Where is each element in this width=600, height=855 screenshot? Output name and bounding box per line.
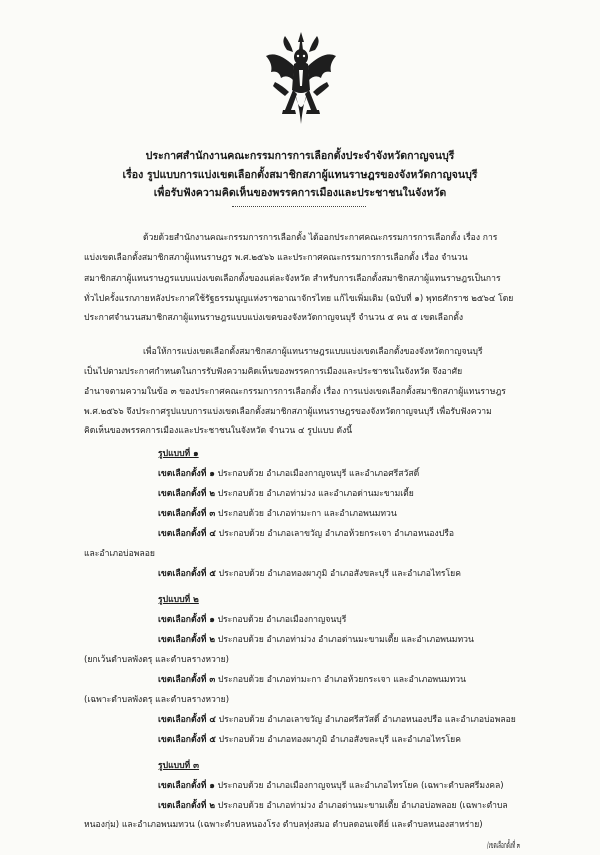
district-label: เขตเลือกตั้งที่ ๑ [158, 781, 215, 791]
district-label: เขตเลือกตั้งที่ ๔ [158, 529, 216, 539]
para2-line: อำนาจตามความในข้อ ๓ ของประกาศคณะกรรมการการเลือกตั้ง เรื่อง การแบ่งเขตเลือกตั้งสมาชิกสภาผู้แทนราษฎร [84, 387, 506, 397]
district-line [158, 468, 419, 480]
district-text: ประกอบด้วย อำเภอเมืองกาญจนบุรี [217, 615, 347, 625]
district-text: ประกอบด้วย อำเภอทองผาภูมิ อำเภอสังขละบุรี และอำเภอไทรโยค [218, 569, 461, 579]
para2-line: เพื่อให้การแบ่งเขตเลือกตั้งสมาชิกสภาผู้แทนราษฎรแบบแบ่งเขตเลือกตั้งของจังหวัดกาญจนบุรี [143, 347, 483, 357]
district-text: ประกอบด้วย อำเภอท่าม่วง และอำเภอด่านมะขามเตี้ย [217, 489, 414, 499]
district-line [158, 568, 461, 580]
district-label: เขตเลือกตั้งที่ ๓ [158, 675, 216, 685]
district-line [158, 614, 346, 626]
district-label: เขตเลือกตั้งที่ ๕ [158, 735, 216, 745]
announcement-title: ประกาศสำนักงานคณะกรรมการการเลือกตั้งประจำจังหวัดกาญจนบุรี [145, 150, 455, 162]
district-text: ประกอบด้วย อำเภอท่ามะกา อำเภอห้วยกระเจา และอำเภอพนมทวน [218, 675, 466, 685]
district-label: เขตเลือกตั้งที่ ๒ [158, 801, 216, 811]
intro-line: สมาชิกสภาผู้แทนราษฎรแบบแบ่งเขตเลือกตั้งของแต่ละจังหวัด สำหรับการเลือกตั้งสมาชิกสภาผู้แทนราษฎรเป็นการ [84, 274, 501, 284]
para2-line: คิดเห็นของพรรคการเมืองและประชาชนในจังหวัด จำนวน ๔ รูปแบบ ดังนี้ [84, 426, 353, 436]
district-label: เขตเลือกตั้งที่ ๑ [158, 469, 215, 479]
announcement-subject: เรื่อง รูปแบบการแบ่งเขตเลือกตั้งสมาชิกสภาผู้แทนราษฎรของจังหวัดกาญจนบุรี [122, 169, 478, 181]
district-label: เขตเลือกตั้งที่ ๕ [158, 569, 216, 579]
district-text: ประกอบด้วย อำเภอเมืองกาญจนบุรี และอำเภอศรีสวัสดิ์ [217, 469, 420, 479]
next-page-note: /เขตเลือกตั้งที่ ๓ [487, 841, 520, 851]
garuda-emblem-icon [263, 30, 339, 130]
intro-line: ด้วยด้วยสำนักงานคณะกรรมการการเลือกตั้ง ได้ออกประกาศคณะกรรมการการเลือกตั้ง เรื่อง การ [143, 233, 498, 243]
district-line [158, 508, 397, 520]
district-text: ประกอบด้วย อำเภอทองผาภูมิ อำเภอสังขละบุรี และอำเภอไทรโยค [218, 735, 461, 745]
district-line [158, 674, 466, 686]
format-2-title: รูปแบบที่ ๒ [158, 595, 199, 605]
para2-line: เป็นไปตามประกาศกำหนดในการรับฟังความคิดเห็นของพรรคการเมืองและประชาชนในจังหวัด จึงอาศัย [84, 367, 463, 377]
district-line [158, 634, 474, 646]
district-label: เขตเลือกตั้งที่ ๔ [158, 715, 216, 725]
district-text: ประกอบด้วย อำเภอท่าม่วง อำเภอด่านมะขามเตี้ย อำเภอบ่อพลอย (เฉพาะตำบล [217, 801, 508, 811]
title-divider [232, 206, 366, 207]
district-label: เขตเลือกตั้งที่ ๑ [158, 615, 215, 625]
district-line [158, 800, 508, 812]
district-line [158, 714, 516, 726]
district-text: ประกอบด้วย อำเภอท่ามะกา และอำเภอพนมทวน [218, 509, 397, 519]
district-label: เขตเลือกตั้งที่ ๒ [158, 635, 216, 645]
district-continuation: (ยกเว้นตำบลพังตรุ และตำบลรางหวาย) [84, 655, 230, 665]
district-line [158, 780, 504, 792]
district-line [158, 528, 454, 540]
district-text: ประกอบด้วย อำเภอเมืองกาญจนบุรี และอำเภอไทรโยค (เฉพาะตำบลศรีมงคล) [217, 781, 504, 791]
format-1-title: รูปแบบที่ ๑ [158, 449, 199, 459]
district-label: เขตเลือกตั้งที่ ๓ [158, 509, 216, 519]
district-text: ประกอบด้วย อำเภอเลาขวัญ อำเภอศรีสวัสดิ์ อำเภอหนองปรือ และอำเภอบ่อพลอย [218, 715, 516, 725]
district-continuation: (เฉพาะตำบลพังตรุ และตำบลรางหวาย) [84, 695, 230, 705]
intro-line: ทั่วไปครั้งแรกภายหลังประกาศใช้รัฐธรรมนูญแห่งราชอาณาจักรไทย แก้ไขเพิ่มเติม (ฉบับที่ ๑) พุทธศักราช ๒๕๖๔ โดย [84, 294, 514, 304]
district-continuation: และอำเภอบ่อพลอย [84, 549, 155, 559]
district-text: ประกอบด้วย อำเภอเลาขวัญ อำเภอห้วยกระเจา อำเภอหนองปรือ [218, 529, 454, 539]
district-continuation: หนองกุ่ม) และอำเภอพนมทวน (เฉพาะตำบลหนองโรง ตำบลทุ่งสมอ ตำบลดอนเจดีย์ และตำบลหนองสาหร่าย) [84, 820, 483, 830]
intro-line: ประกาศจำนวนสมาชิกสภาผู้แทนราษฎรแบบแบ่งเขตของจังหวัดกาญจนบุรี จำนวน ๕ คน ๕ เขตเลือกตั้ง [84, 313, 464, 323]
district-line [158, 734, 461, 746]
district-line [158, 488, 414, 500]
para2-line: พ.ศ.๒๕๖๖ จึงประกาศรูปแบบการแบ่งเขตเลือกตั้งสมาชิกสภาผู้แทนราษฎรของจังหวัดกาญจนบุรี เพื่อรับฟังความ [84, 407, 492, 417]
district-text: ประกอบด้วย อำเภอท่าม่วง อำเภอด่านมะขามเตี้ย และอำเภอพนมทวน [217, 635, 474, 645]
district-label: เขตเลือกตั้งที่ ๒ [158, 489, 216, 499]
format-3-title: รูปแบบที่ ๓ [158, 761, 200, 771]
announcement-purpose: เพื่อรับฟังความคิดเห็นของพรรคการเมืองและประชาชนในจังหวัด [153, 187, 447, 199]
intro-line: แบ่งเขตเลือกตั้งสมาชิกสภาผู้แทนราษฎร พ.ศ.๒๕๖๖ และประกาศคณะกรรมการการเลือกตั้ง เรื่อง จำนวน [84, 253, 468, 263]
